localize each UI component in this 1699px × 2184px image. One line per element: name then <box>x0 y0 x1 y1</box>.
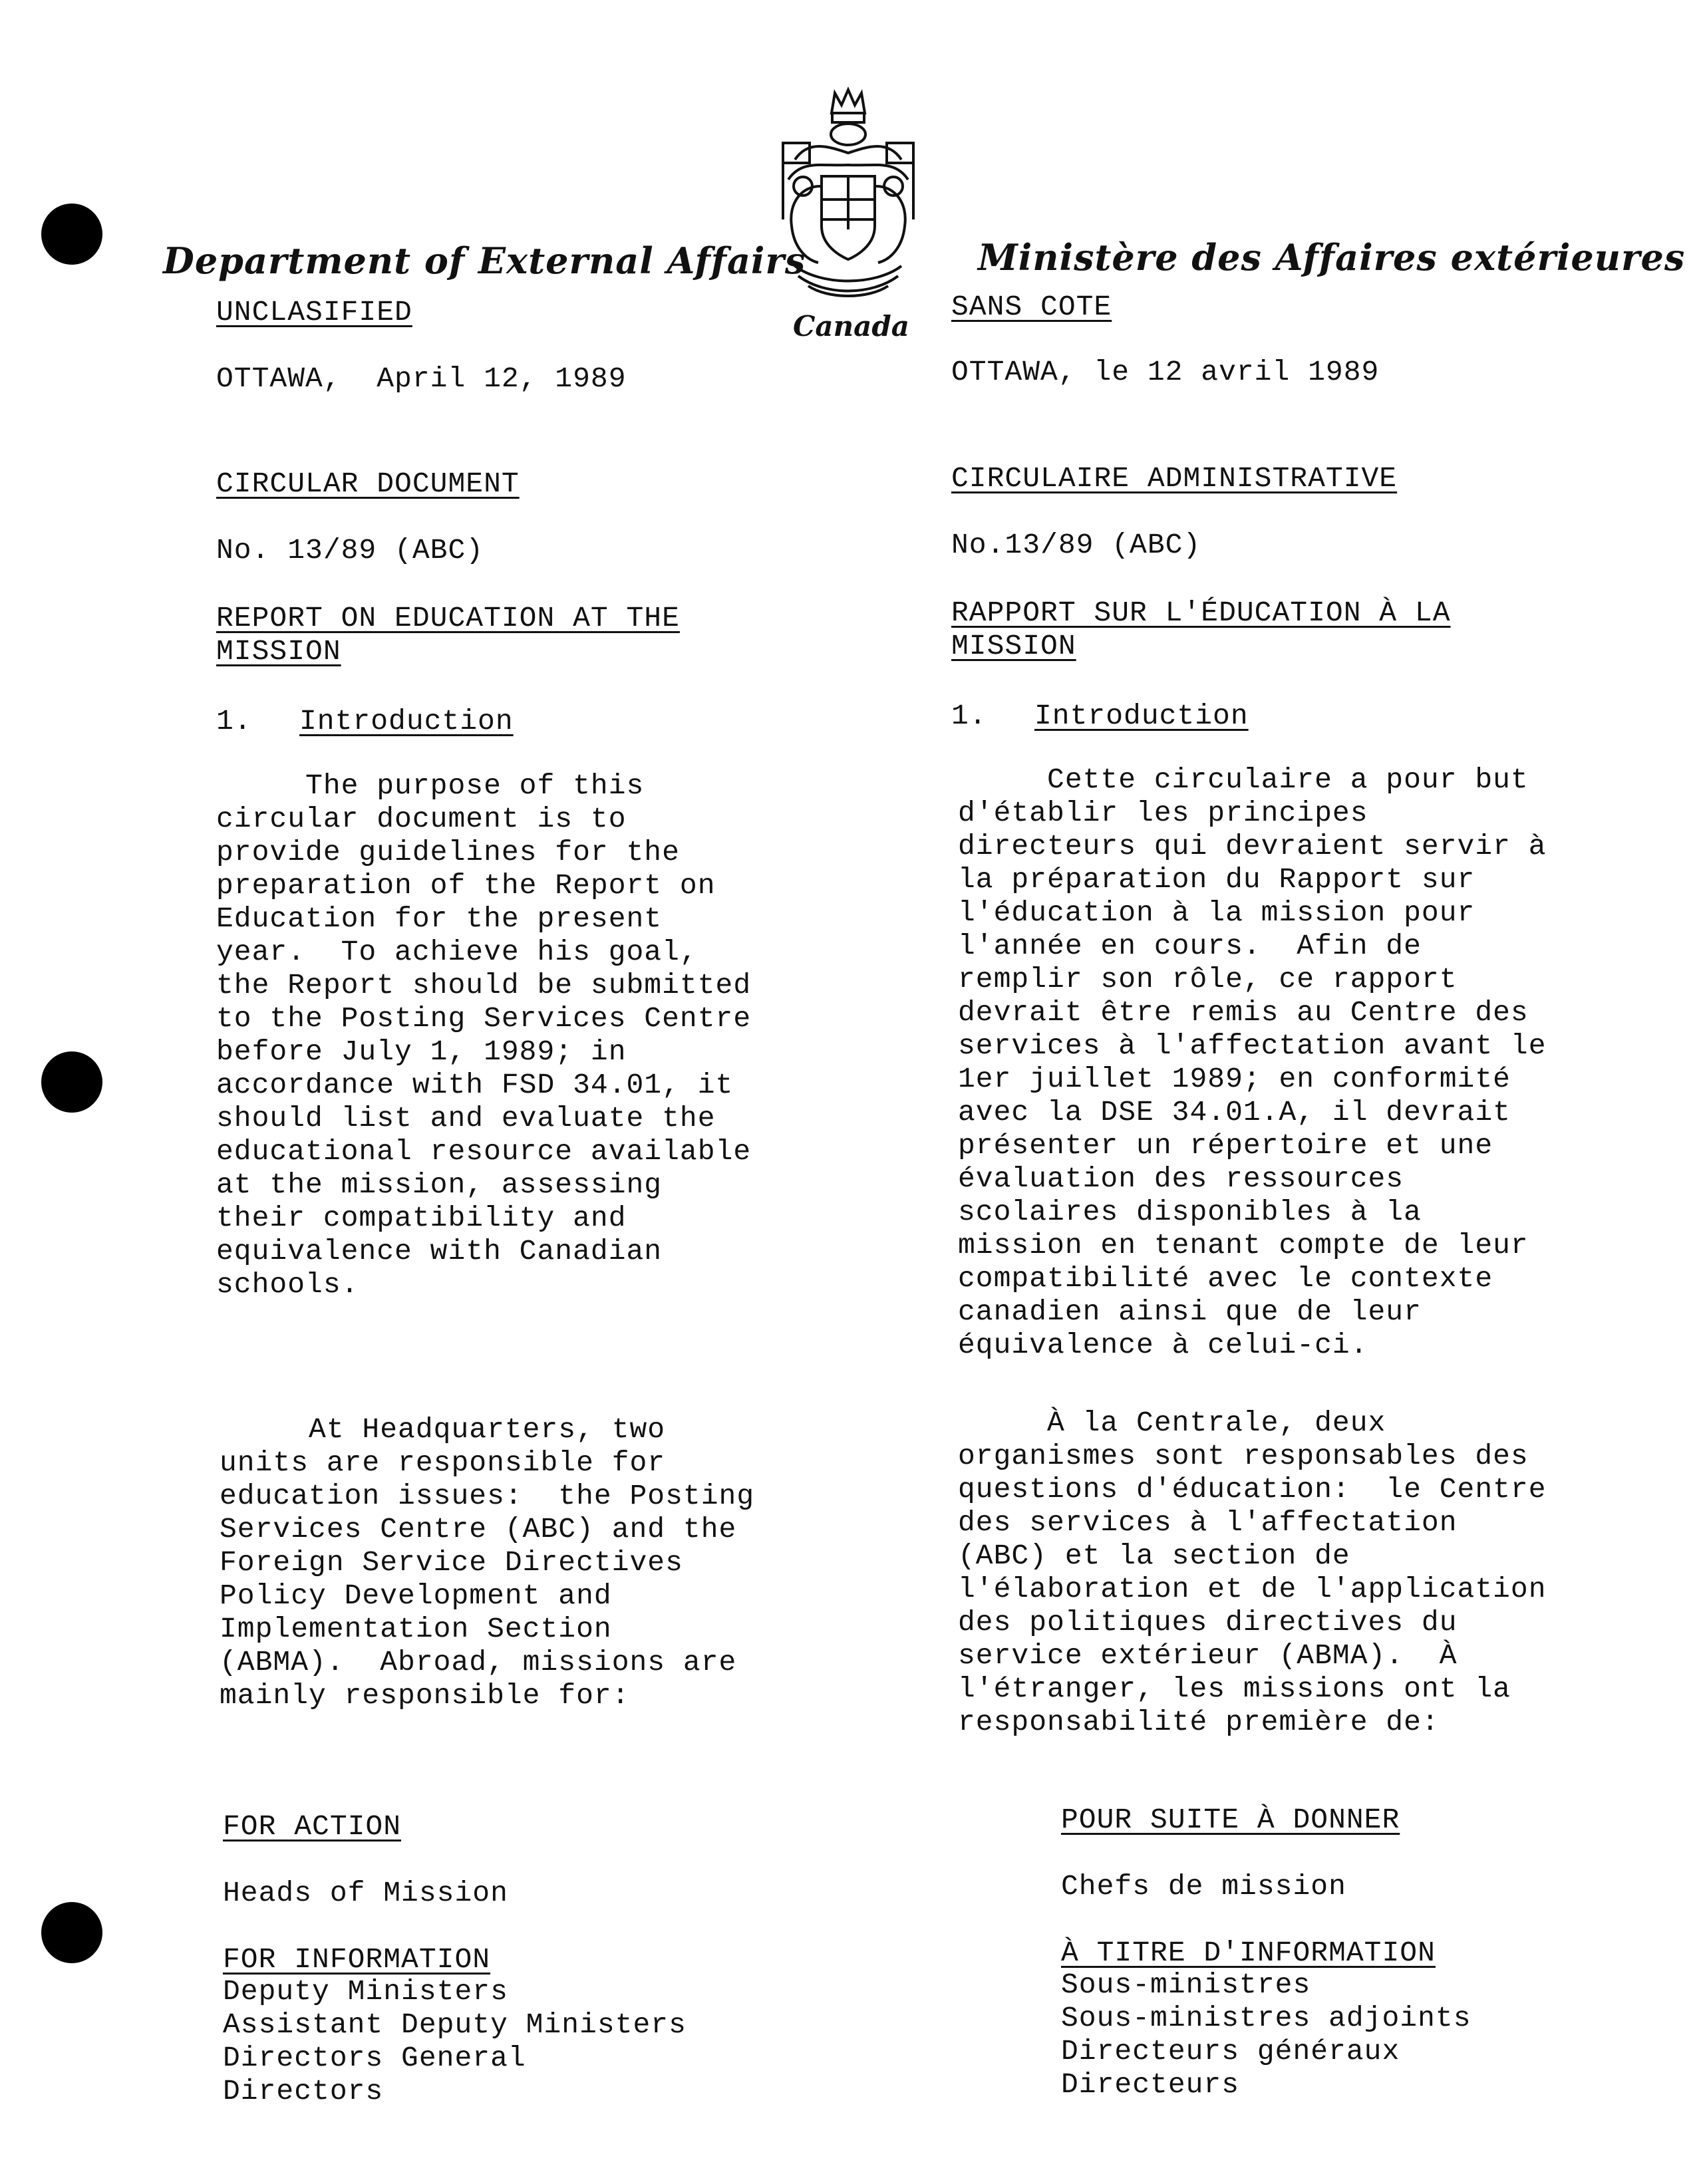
classification-english: UNCLASIFIED <box>216 296 412 329</box>
paragraph-line: des politiques directives du <box>958 1606 1458 1639</box>
punch-hole-bottom <box>41 1902 102 1963</box>
paragraph-line: remplir son rôle, ce rapport <box>958 963 1458 996</box>
distribution-item: Assistant Deputy Ministers <box>223 2008 687 2041</box>
paragraph-line: l'élaboration et de l'application <box>958 1573 1547 1605</box>
paragraph-line: should list and evaluate the <box>216 1102 716 1135</box>
paragraph-line: schools. <box>216 1268 359 1301</box>
doc-type-french: CIRCULAIRE ADMINISTRATIVE <box>951 462 1398 495</box>
paragraph-line: (ABC) et la section de <box>958 1540 1350 1572</box>
paragraph-line: educational resource available <box>216 1135 752 1168</box>
department-name-english: Department of External Affairs <box>163 239 806 282</box>
paragraph-line: year. To achieve his goal, <box>216 936 698 968</box>
paragraph-line: questions d'éducation: le Centre <box>958 1473 1547 1506</box>
paragraph-line: equivalence with Canadian <box>216 1235 663 1268</box>
paragraph-line: 1er juillet 1989; en conformité <box>958 1063 1511 1095</box>
for-info-heading-english: FOR INFORMATION <box>223 1943 491 1976</box>
centrale-paragraph-french <box>958 1407 1547 1739</box>
headquarters-paragraph-english <box>220 1413 754 1712</box>
paragraph-line: Implementation Section <box>220 1613 612 1645</box>
paragraph-line: l'éducation à la mission pour <box>958 896 1475 929</box>
paragraph-line: The purpose of this <box>216 769 645 802</box>
date-english: OTTAWA, April 12, 1989 <box>216 362 627 395</box>
paragraph-line: équivalence à celui-ci. <box>958 1329 1368 1361</box>
date-french: OTTAWA, le 12 avril 1989 <box>951 356 1380 388</box>
paragraph-line: l'étranger, les missions ont la <box>958 1673 1511 1705</box>
paragraph-line: organismes sont responsables des <box>958 1440 1529 1472</box>
paragraph-line: Education for the present <box>216 902 663 935</box>
paragraph-line: units are responsible for <box>220 1446 666 1479</box>
paragraph-line: service extérieur (ABMA). À <box>958 1639 1458 1672</box>
paragraph-line: the Report should be submitted <box>216 969 752 1002</box>
department-name-french: Ministère des Affaires extérieures <box>978 236 1686 279</box>
paragraph-line: Services Centre (ABC) and the <box>220 1513 737 1546</box>
paragraph-line: d'établir les principes <box>958 797 1368 829</box>
paragraph-line: compatibilité avec le contexte <box>958 1262 1493 1295</box>
paragraph-line: l'année en cours. Afin de <box>958 930 1422 962</box>
paragraph-line: provide guidelines for the <box>216 836 680 869</box>
title-line-2-french: MISSION <box>951 630 1076 662</box>
for-action-item-english: Heads of Mission <box>223 1877 508 1909</box>
doc-type-english: CIRCULAR DOCUMENT <box>216 468 520 500</box>
section-title-english: Introduction <box>299 705 514 738</box>
distribution-item: Directeurs <box>1061 2068 1240 2101</box>
for-action-item-french: Chefs de mission <box>1061 1870 1346 1903</box>
punch-hole-middle <box>41 1051 102 1113</box>
circular-number-french: No.13/89 (ABC) <box>951 529 1201 561</box>
paragraph-line: À la Centrale, deux <box>958 1407 1386 1439</box>
paragraph-line: directeurs qui devraient servir à <box>958 830 1547 863</box>
paragraph-line: at the mission, assessing <box>216 1168 663 1201</box>
for-info-list-english <box>223 1975 687 2108</box>
section-number-french: 1. <box>951 700 987 732</box>
distribution-item: Sous-ministres <box>1061 1969 1311 2001</box>
paragraph-line: canadien ainsi que de leur <box>958 1296 1422 1328</box>
section-number-english: 1. <box>216 705 252 738</box>
for-info-heading-french: À TITRE D'INFORMATION <box>1061 1937 1436 1969</box>
paragraph-line: Policy Development and <box>220 1579 612 1612</box>
intro-paragraph-french <box>958 763 1547 1362</box>
paragraph-line: services à l'affectation avant le <box>958 1029 1547 1062</box>
classification-french: SANS COTE <box>951 291 1112 323</box>
paragraph-line: At Headquarters, two <box>220 1413 666 1446</box>
paragraph-line: circular document is to <box>216 803 627 835</box>
section-title-french: Introduction <box>1034 700 1249 732</box>
intro-paragraph-english <box>216 769 751 1301</box>
paragraph-line: (ABMA). Abroad, missions are <box>220 1646 737 1679</box>
paragraph-line: présenter un répertoire et une <box>958 1129 1493 1162</box>
distribution-item: Deputy Ministers <box>223 1975 508 2008</box>
paragraph-line: accordance with FSD 34.01, it <box>216 1069 734 1101</box>
title-line-1-english: REPORT ON EDUCATION AT THE <box>216 602 680 634</box>
for-action-heading-english: FOR ACTION <box>223 1810 402 1843</box>
paragraph-line: Foreign Service Directives <box>220 1546 683 1579</box>
distribution-item: Directors General <box>223 2042 526 2074</box>
for-action-heading-french: POUR SUITE À DONNER <box>1061 1804 1400 1836</box>
paragraph-line: before July 1, 1989; in <box>216 1035 627 1068</box>
punch-hole-top <box>41 204 102 265</box>
paragraph-line: évaluation des ressources <box>958 1162 1404 1195</box>
paragraph-line: des services à l'affectation <box>958 1506 1458 1539</box>
paragraph-line: la préparation du Rapport sur <box>958 863 1475 896</box>
canada-wordmark: Canada <box>793 310 909 342</box>
paragraph-line: their compatibility and <box>216 1202 627 1234</box>
paragraph-line: mainly responsible for: <box>220 1679 630 1712</box>
paragraph-line: preparation of the Report on <box>216 869 716 902</box>
paragraph-line: scolaires disponibles à la <box>958 1196 1422 1228</box>
title-line-1-french: RAPPORT SUR L'ÉDUCATION À LA <box>951 597 1451 629</box>
paragraph-line: devrait être remis au Centre des <box>958 996 1529 1029</box>
distribution-item: Directeurs généraux <box>1061 2035 1400 2068</box>
distribution-item: Sous-ministres adjoints <box>1061 2002 1471 2034</box>
paragraph-line: to the Posting Services Centre <box>216 1002 752 1035</box>
paragraph-line: Cette circulaire a pour but <box>958 763 1529 796</box>
for-info-list-french <box>1061 1969 1471 2102</box>
distribution-item: Directors <box>223 2075 384 2108</box>
paragraph-line: education issues: the Posting <box>220 1480 755 1512</box>
paragraph-line: responsabilité première de: <box>958 1706 1440 1738</box>
title-line-2-english: MISSION <box>216 635 341 668</box>
paragraph-line: avec la DSE 34.01.A, il devrait <box>958 1096 1511 1129</box>
circular-number-english: No. 13/89 (ABC) <box>216 534 484 567</box>
paragraph-line: mission en tenant compte de leur <box>958 1229 1529 1262</box>
